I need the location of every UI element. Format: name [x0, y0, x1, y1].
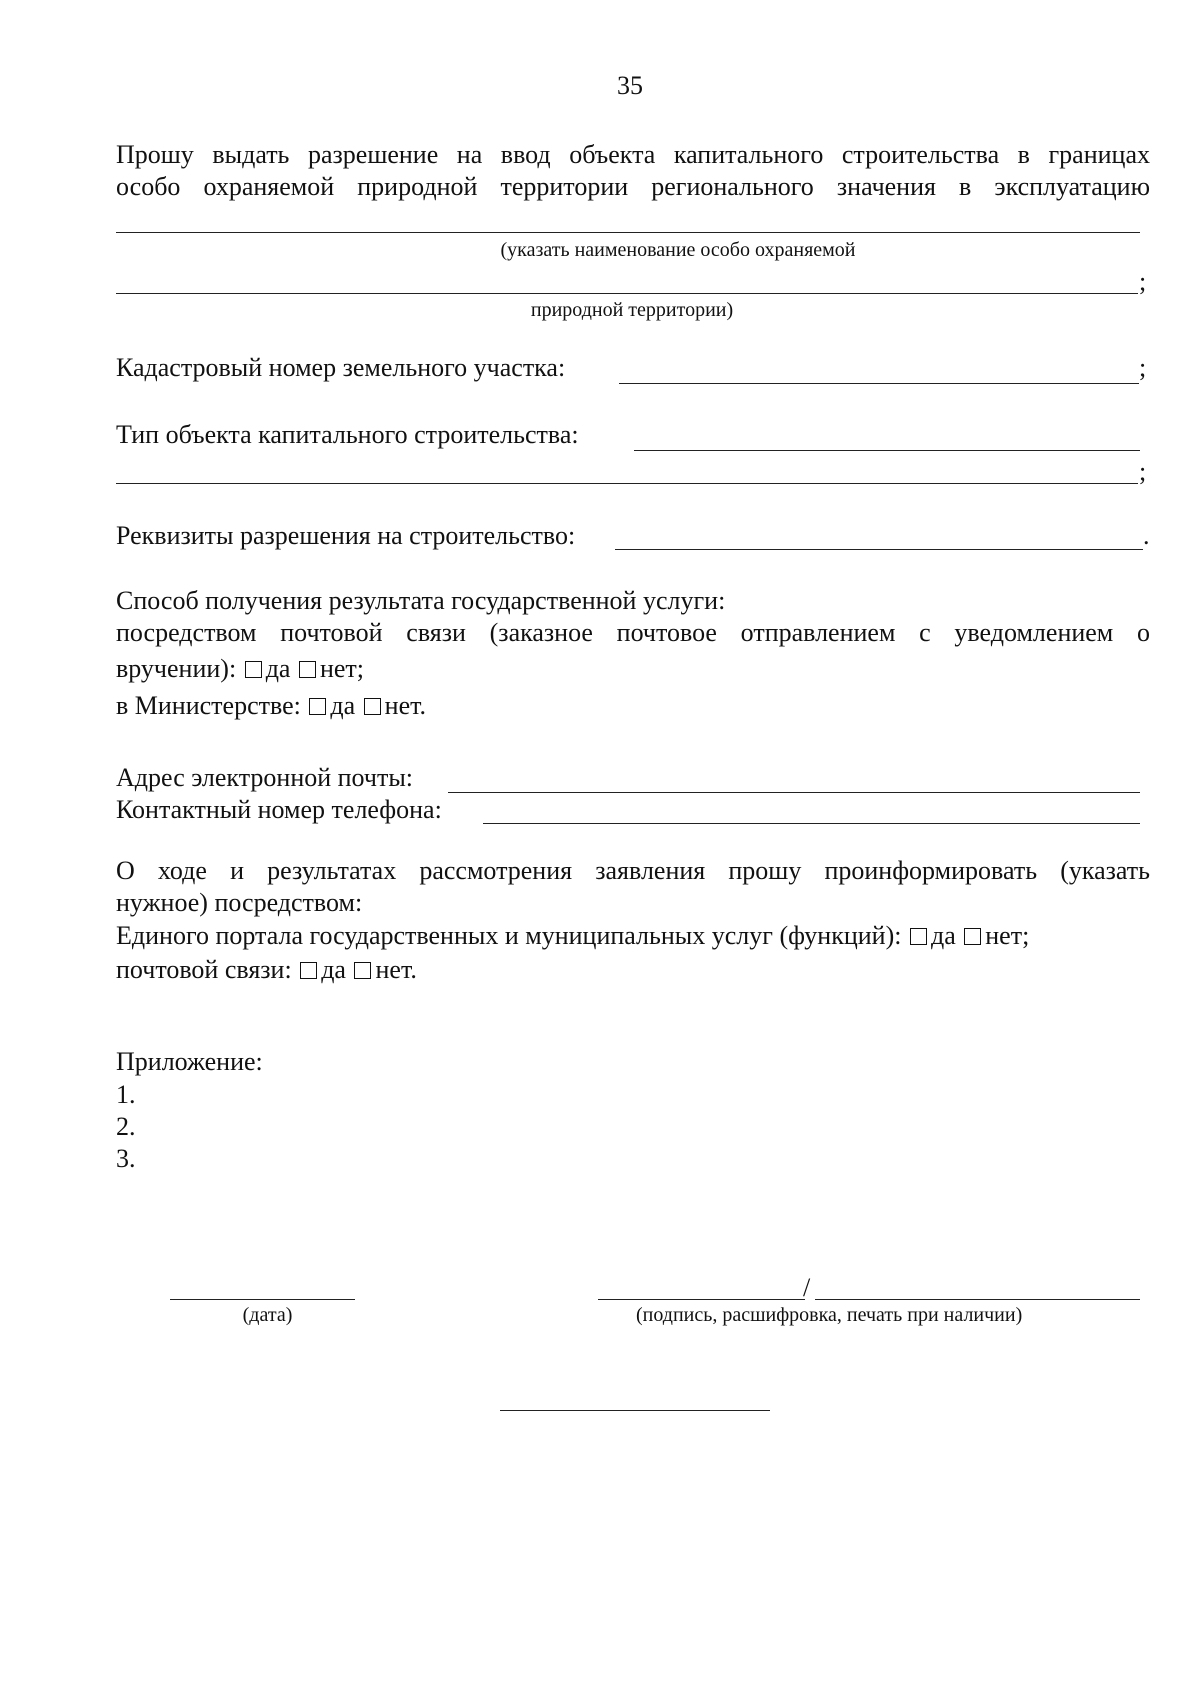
- permit-end: .: [1143, 521, 1150, 550]
- inform-post-yes-label: да: [321, 955, 346, 984]
- inform-post-line: [116, 954, 417, 986]
- request-line-2: особо охраняемой природной территории регионального значения в эксплуатацию: [116, 172, 1150, 201]
- delivery-post-line-1: посредством почтовой связи (заказное почтовое отправлением с уведомлением о: [116, 618, 1150, 647]
- object-type-end: ;: [1139, 457, 1147, 486]
- attachment-item-3: 3.: [116, 1144, 136, 1173]
- delivery-ministry-no-label: нет: [384, 691, 420, 720]
- inform-portal-yes-checkbox[interactable]: [910, 928, 927, 945]
- cadastral-end: ;: [1139, 353, 1147, 382]
- inform-portal-yes-label: да: [930, 921, 956, 950]
- oopt-name-caption-1: (указать наименование особо охраняемой: [500, 239, 856, 261]
- delivery-heading: Способ получения результата государственной услуги:: [116, 586, 726, 615]
- attachment-item-1: 1.: [116, 1080, 136, 1109]
- inform-portal-end: ;: [1022, 921, 1030, 950]
- delivery-post-line-2: [116, 653, 364, 685]
- object-type-field-2[interactable]: [116, 483, 1138, 484]
- oopt-name-caption-2: природной территории): [530, 299, 734, 321]
- email-field[interactable]: [448, 792, 1140, 793]
- delivery-post-no-checkbox[interactable]: [299, 661, 316, 678]
- inform-post-no-checkbox[interactable]: [354, 962, 371, 979]
- delivery-ministry-yes-label: да: [330, 691, 356, 720]
- inform-line-1: О ходе и результатах рассмотрения заявления прошу проинформировать (указать: [116, 856, 1150, 885]
- cadastral-label: Кадастровый номер земельного участка:: [116, 353, 566, 382]
- signature-transcript-field[interactable]: [815, 1299, 1140, 1300]
- signature-field[interactable]: [598, 1299, 805, 1300]
- delivery-ministry-yes-checkbox[interactable]: [309, 698, 326, 715]
- cadastral-field[interactable]: [619, 383, 1139, 384]
- date-field[interactable]: [170, 1299, 355, 1300]
- delivery-ministry-end: .: [419, 691, 427, 720]
- phone-field[interactable]: [483, 823, 1140, 824]
- signature-slash: /: [803, 1273, 811, 1302]
- inform-post-yes-checkbox[interactable]: [300, 962, 317, 979]
- delivery-post-no-label: нет: [319, 654, 357, 683]
- inform-portal-prefix: Единого портала государственных и муниципальных услуг (функций):: [116, 921, 902, 950]
- attachment-item-2: 2.: [116, 1112, 136, 1141]
- delivery-ministry-prefix: в Министерстве:: [116, 691, 301, 720]
- object-type-label: Тип объекта капитального строительства:: [116, 420, 579, 449]
- permit-field[interactable]: [615, 549, 1143, 550]
- inform-portal-no-label: нет: [985, 921, 1023, 950]
- request-line-1: Прошу выдать разрешение на ввод объекта капитального строительства в границах: [116, 140, 1150, 169]
- delivery-post-prefix: вручении):: [116, 654, 237, 683]
- permit-label: Реквизиты разрешения на строительство:: [116, 521, 576, 550]
- inform-post-no-label: нет: [375, 955, 411, 984]
- email-label: Адрес электронной почты:: [116, 763, 414, 792]
- phone-label: Контактный номер телефона:: [116, 795, 442, 824]
- closing-divider: [500, 1410, 770, 1411]
- object-type-field-1[interactable]: [634, 450, 1140, 451]
- delivery-post-end: ;: [356, 654, 365, 683]
- inform-post-end: .: [410, 955, 417, 984]
- delivery-ministry-line: [116, 690, 426, 722]
- delivery-ministry-no-checkbox[interactable]: [364, 698, 381, 715]
- oopt-name-field-2[interactable]: [116, 293, 1138, 294]
- oopt-name-field-1[interactable]: [116, 232, 1140, 233]
- delivery-post-yes-label: да: [265, 654, 291, 683]
- inform-portal-line: [116, 920, 1029, 952]
- page-number: 35: [617, 71, 643, 100]
- inform-portal-no-checkbox[interactable]: [964, 928, 981, 945]
- oopt-name-semicolon: ;: [1139, 267, 1147, 296]
- inform-post-prefix: почтовой связи:: [116, 955, 292, 984]
- signature-caption: (подпись, расшифровка, печать при наличии): [636, 1304, 1023, 1326]
- attachments-heading: Приложение:: [116, 1047, 263, 1076]
- inform-line-2: нужное) посредством:: [116, 888, 363, 917]
- date-caption: (дата): [242, 1304, 293, 1326]
- delivery-post-yes-checkbox[interactable]: [245, 661, 262, 678]
